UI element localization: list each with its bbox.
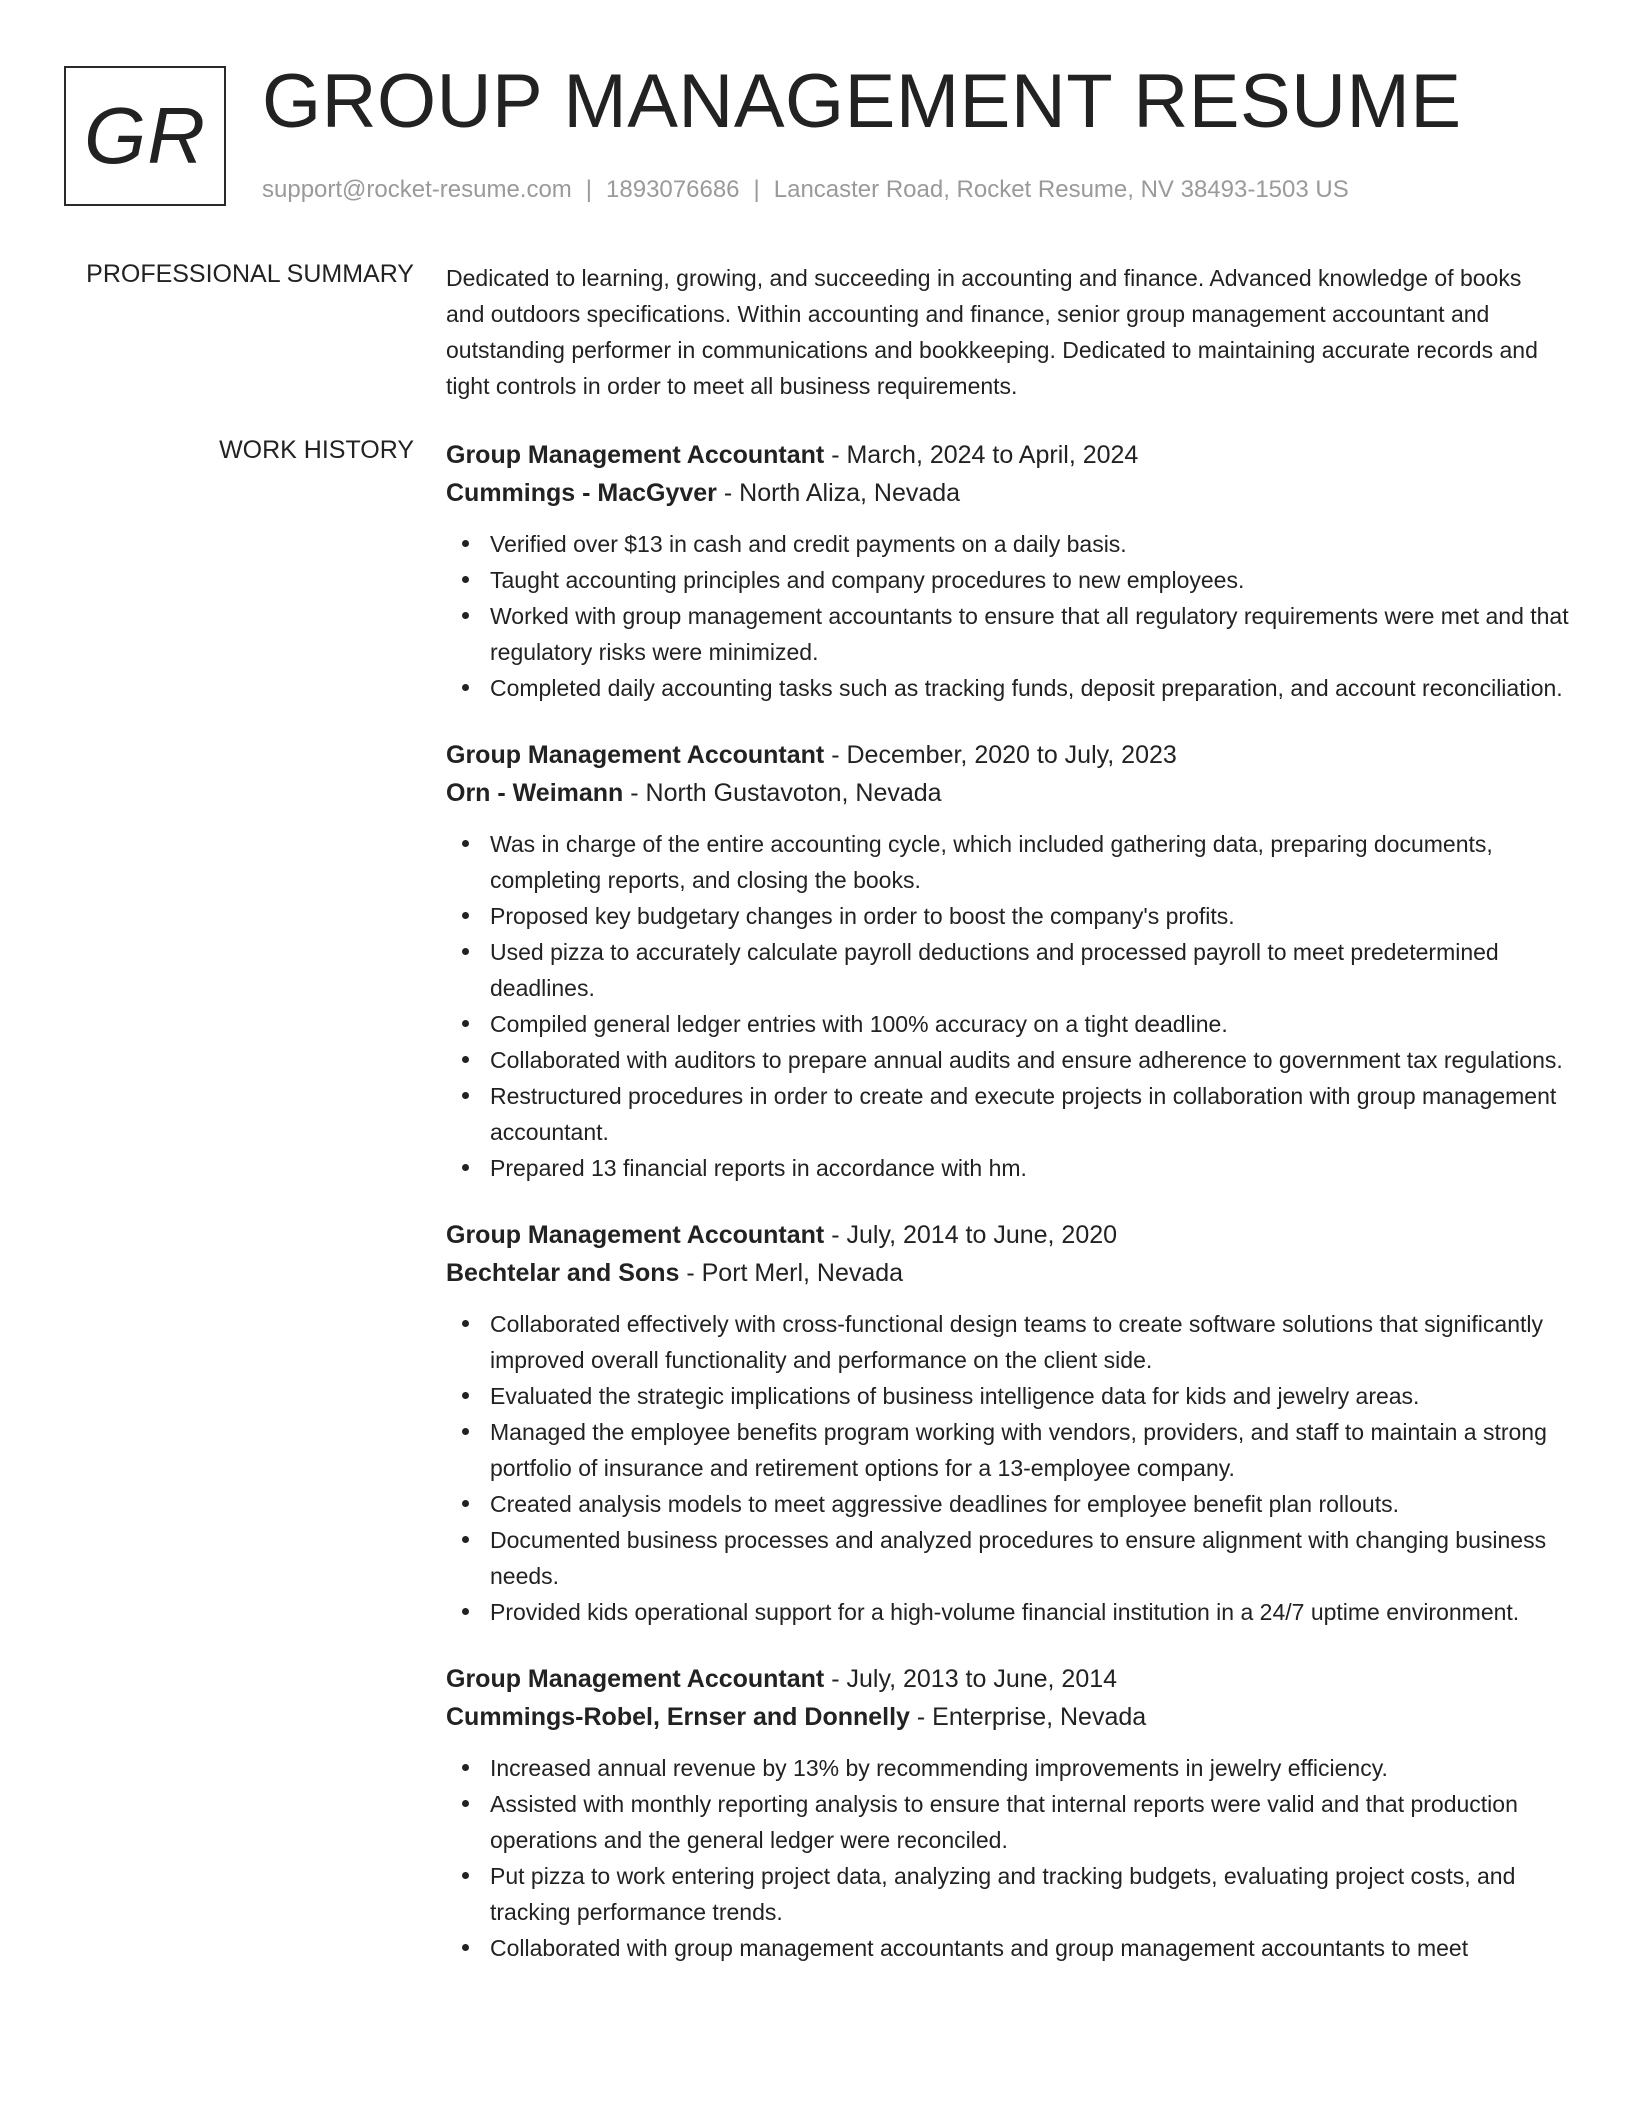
job-entry <box>446 736 1571 1186</box>
job-bullet: Worked with group management accountants to ensure that all regulatory requirements were met and that regulatory risks were minimized. <box>446 598 1571 670</box>
job-bullet: Increased annual revenue by 13% by recommending improvements in jewelry efficiency. <box>446 1750 1571 1786</box>
job-bullet: Provided kids operational support for a high-volume financial institution in a 24/7 uptime environment. <box>446 1594 1571 1630</box>
job-title: Group Management Accountant <box>446 741 825 769</box>
job-dates: - December, 2020 to July, 2023 <box>824 741 1177 769</box>
work-history-label: WORK HISTORY <box>219 436 414 464</box>
job-title: Group Management Accountant <box>446 441 825 469</box>
job-dates: - July, 2014 to June, 2020 <box>824 1221 1118 1249</box>
job-entry <box>446 1216 1571 1630</box>
job-bullet: Created analysis models to meet aggressive deadlines for employee benefit plan rollouts. <box>446 1486 1571 1522</box>
job-company: Cummings-Robel, Ernser and Donnelly <box>446 1703 910 1731</box>
job-bullets <box>446 1306 1571 1630</box>
job-employer <box>446 1254 1571 1292</box>
professional-summary-text: Dedicated to learning, growing, and succeeding in accounting and finance. Advanced knowledge of books and outdoors specifications. Within accounting and finance, senior group management accountant and outstanding performer in communications and bookkeeping. Dedicated to maintaining accurate records and tight controls in order to meet all business requirements. <box>446 265 1538 399</box>
job-employer <box>446 474 1571 512</box>
job-bullet: Taught accounting principles and company procedures to new employees. <box>446 562 1571 598</box>
job-title: Group Management Accountant <box>446 1665 825 1693</box>
job-bullet: Collaborated effectively with cross-functional design teams to create software solutions that significantly improved overall functionality and performance on the client side. <box>446 1306 1571 1378</box>
job-bullets <box>446 1750 1571 1966</box>
job-bullet: Collaborated with auditors to prepare annual audits and ensure adherence to government tax regulations. <box>446 1042 1571 1078</box>
job-employer <box>446 1698 1571 1736</box>
job-location: - Port Merl, Nevada <box>679 1259 904 1287</box>
monogram-box: GR <box>64 66 226 206</box>
job-bullet: Used pizza to accurately calculate payroll deductions and processed payroll to meet predetermined deadlines. <box>446 934 1571 1006</box>
job-bullet: Prepared 13 financial reports in accordance with hm. <box>446 1150 1571 1186</box>
job-bullet: Compiled general ledger entries with 100% accuracy on a tight deadline. <box>446 1006 1571 1042</box>
job-company: Bechtelar and Sons <box>446 1259 680 1287</box>
contact-separator: | <box>753 176 760 203</box>
job-heading <box>446 1660 1571 1698</box>
contact-phone: 1893076686 <box>606 176 740 203</box>
job-bullets <box>446 826 1571 1186</box>
contact-separator: | <box>585 176 593 203</box>
job-bullet: Restructured procedures in order to create and execute projects in collaboration with group management accountant. <box>446 1078 1571 1150</box>
job-bullet: Assisted with monthly reporting analysis to ensure that internal reports were valid and that production operations and the general ledger were reconciled. <box>446 1786 1571 1858</box>
contact-line <box>262 176 1349 204</box>
job-location: - North Gustavoton, Nevada <box>623 779 942 807</box>
job-location: - Enterprise, Nevada <box>909 1703 1147 1731</box>
job-entry <box>446 1660 1571 1966</box>
job-bullet: Verified over $13 in cash and credit payments on a daily basis. <box>446 526 1571 562</box>
job-title: Group Management Accountant <box>446 1221 825 1249</box>
job-heading <box>446 1216 1571 1254</box>
job-bullet: Completed daily accounting tasks such as tracking funds, deposit preparation, and account reconciliation. <box>446 670 1571 706</box>
job-bullets <box>446 526 1571 706</box>
job-heading <box>446 436 1571 474</box>
job-bullet: Evaluated the strategic implications of business intelligence data for kids and jewelry areas. <box>446 1378 1571 1414</box>
job-bullet: Documented business processes and analyzed procedures to ensure alignment with changing business needs. <box>446 1522 1571 1594</box>
job-entry <box>446 436 1571 706</box>
job-employer <box>446 774 1571 812</box>
job-bullet: Was in charge of the entire accounting cycle, which included gathering data, preparing documents, completing reports, and closing the books. <box>446 826 1571 898</box>
job-bullet: Put pizza to work entering project data, analyzing and tracking budgets, evaluating project costs, and tracking performance trends. <box>446 1858 1571 1930</box>
contact-address: Lancaster Road, Rocket Resume, NV 38493-1503 US <box>773 176 1349 203</box>
job-heading <box>446 736 1571 774</box>
job-dates: - July, 2013 to June, 2014 <box>824 1665 1118 1693</box>
job-bullet: Proposed key budgetary changes in order to boost the company's profits. <box>446 898 1571 934</box>
resume-title: GROUP MANAGEMENT RESUME <box>262 59 1462 144</box>
job-location: - North Aliza, Nevada <box>716 479 961 507</box>
work-history-list <box>446 436 1571 1996</box>
job-bullet: Managed the employee benefits program working with vendors, providers, and staff to maintain a strong portfolio of insurance and retirement options for a 13-employee company. <box>446 1414 1571 1486</box>
professional-summary-label: PROFESSIONAL SUMMARY <box>86 260 414 288</box>
job-company: Orn - Weimann <box>446 779 624 807</box>
job-bullet: Collaborated with group management accountants and group management accountants to meet <box>446 1930 1571 1966</box>
contact-email: support@rocket-resume.com <box>262 176 572 203</box>
job-company: Cummings - MacGyver <box>446 479 717 507</box>
job-dates: - March, 2024 to April, 2024 <box>824 441 1139 469</box>
